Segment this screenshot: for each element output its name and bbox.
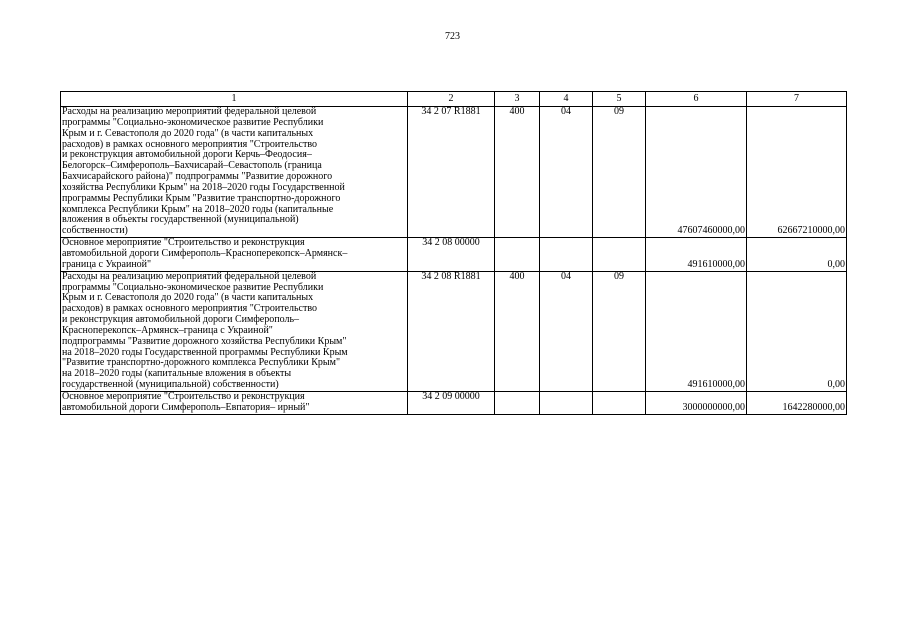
row-amount-7: 0,00 [747,238,847,272]
row-amount-7: 62667210000,00 [747,107,847,238]
budget-table [60,91,847,415]
row-amount-6: 491610000,00 [646,271,747,391]
row-c4 [540,391,593,414]
row-c5: 09 [593,271,646,391]
header-cell: 7 [747,92,847,107]
row-c5 [593,391,646,414]
row-amount-6: 47607460000,00 [646,107,747,238]
row-name: Расходы на реализацию мероприятий федеральной целевой программы "Социально-экономическое развитие Республики Крым и г. Севастополя до 2020 года" (в части капитальных расходов) в рамках основного мероприятия "Строительство и реконструкция автомобильной дороги Керчь–Феодосия– Белогорск–Симферополь–Бахчисарай–Севастополь (граница Бахчисарайского района)" подпрограммы "Развитие дорожного хозяйства Республики Крым" на 2018–2020 годы Государственной программы Республики Крым "Развитие транспортно-дорожного комплекса Республики Крым" на 2018–2020 годы (капитальные вложения в объекты государственной (муниципальной) собственности) [61,107,408,238]
row-code: 34 2 07 R1881 [408,107,495,238]
header-cell: 3 [495,92,540,107]
row-code: 34 2 08 00000 [408,238,495,272]
row-c3: 400 [495,271,540,391]
table-row [61,238,847,272]
row-c4 [540,238,593,272]
table-header-row [61,92,847,107]
page-number: 723 [445,31,460,42]
row-c4: 04 [540,271,593,391]
header-cell: 5 [593,92,646,107]
header-cell: 4 [540,92,593,107]
row-name: Основное мероприятие "Строительство и реконструкция автомобильной дороги Симферополь–Красноперекопск–Армянск– граница с Украиной" [61,238,408,272]
table-row [61,107,847,238]
row-c4: 04 [540,107,593,238]
row-c3 [495,391,540,414]
row-amount-7: 1642280000,00 [747,391,847,414]
row-name: Основное мероприятие "Строительство и реконструкция автомобильной дороги Симферополь–Евпатория– ирный" [61,391,408,414]
row-c3: 400 [495,107,540,238]
row-amount-6: 3000000000,00 [646,391,747,414]
header-cell: 2 [408,92,495,107]
table-row [61,391,847,414]
row-amount-7: 0,00 [747,271,847,391]
row-c5 [593,238,646,272]
row-amount-6: 491610000,00 [646,238,747,272]
header-cell: 1 [61,92,408,107]
row-c3 [495,238,540,272]
row-code: 34 2 08 R1881 [408,271,495,391]
header-cell: 6 [646,92,747,107]
row-code: 34 2 09 00000 [408,391,495,414]
row-c5: 09 [593,107,646,238]
row-name: Расходы на реализацию мероприятий федеральной целевой программы "Социально-экономическое развитие Республики Крым и г. Севастополя до 2020 года" (в части капитальных расходов) в рамках основного мероприятия "Строительство и реконструкция автомобильной дороги Симферополь– Красноперекопск–Армянск–граница с Украиной" подпрограммы "Развитие дорожного хозяйства Республики Крым" на 2018–2020 годы Государственной программы Республики Крым "Развитие транспортно-дорожного комплекса Республики Крым" на 2018–2020 годы (капитальные вложения в объекты государственной (муниципальной) собственности) [61,271,408,391]
table-row [61,271,847,391]
